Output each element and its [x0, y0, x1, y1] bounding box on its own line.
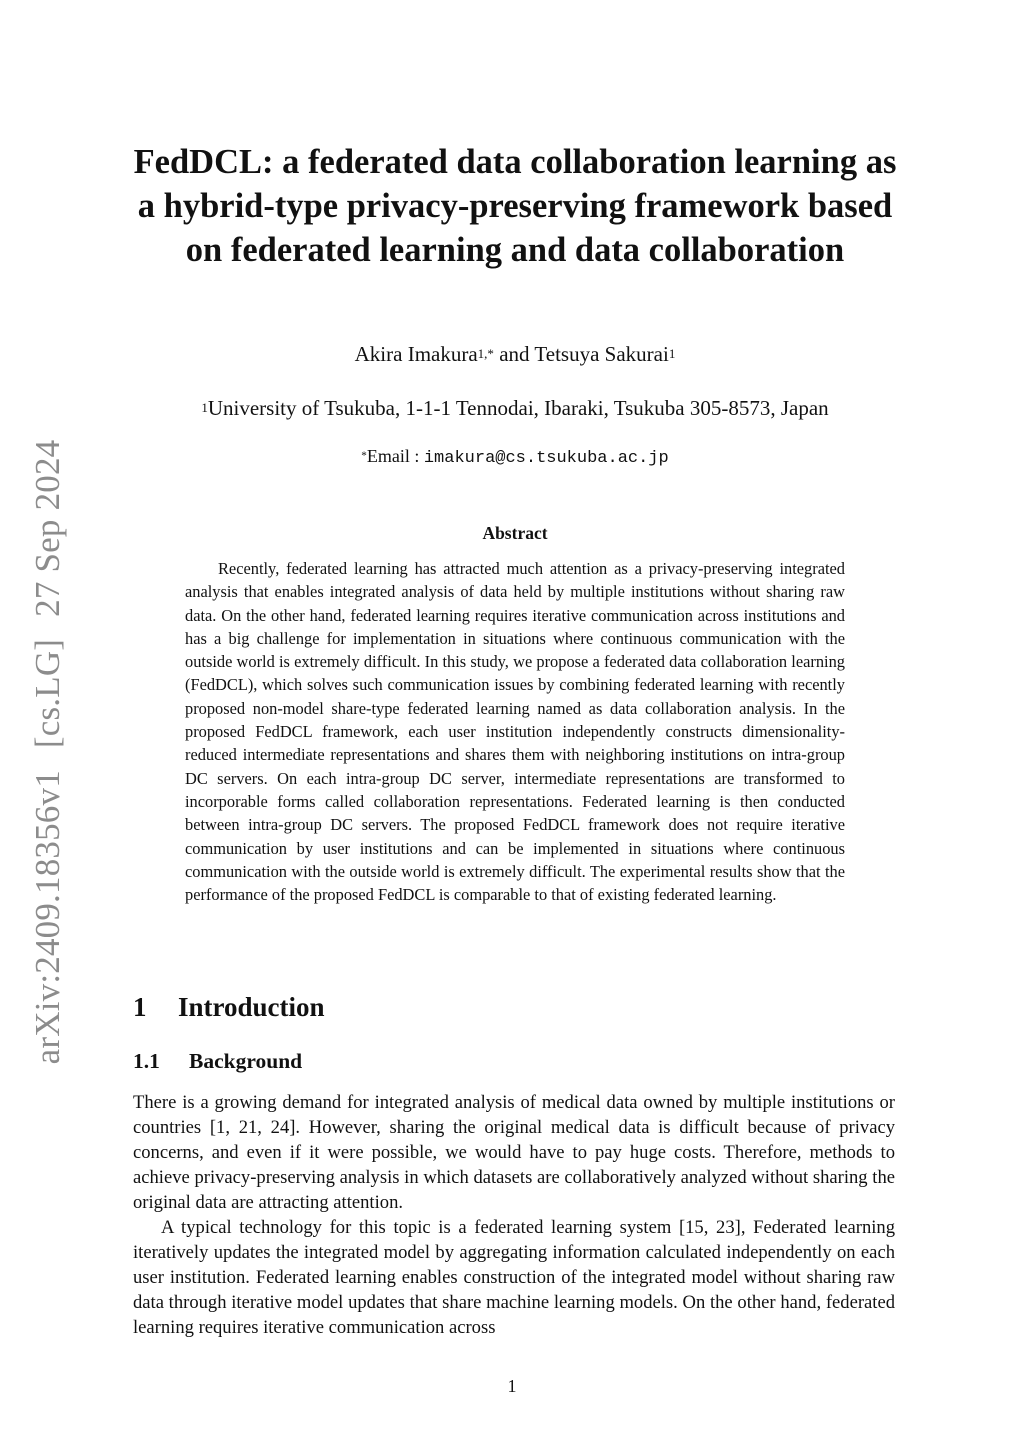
- author-2-name: Tetsuya Sakurai: [534, 342, 669, 366]
- abstract-text: Recently, federated learning has attracted much attention as a privacy-preserving integrated analysis that enables integrated analysis of data held by multiple institutions without sharing raw data. On the other hand, federated learning requires iterative communication across institutions and has a big challenge for implementation in situations where continuous communication with the outside world is extremely difficult. In this study, we propose a federated data collaboration learning (FedDCL), which solves such communication issues by combining federated learning with recently proposed non-model share-type federated learning named as data collaboration analysis. In the proposed FedDCL framework, each user institution independently constructs dimensionality-reduced intermediate representations and shares them with neighboring institutions on intra-group DC servers. On each intra-group DC server, intermediate representations are transformed to incorporable forms called collaboration representations. Federated learning is then conducted between intra-group DC servers. The proposed FedDCL framework does not require iterative communication by user institutions and can be implemented in situations where continuous communication with the outside world is extremely difficult. The experimental results show that the performance of the proposed FedDCL is comparable to that of existing federated learning.: [185, 559, 845, 905]
- section-title: Introduction: [178, 992, 325, 1022]
- email-mark: *: [361, 450, 367, 463]
- page-number: 1: [507, 1376, 517, 1396]
- body-paragraph-2: A typical technology for this topic is a federated learning system [15, 23], Federated learning iteratively updates the integrated model by aggregating information calculated independently on each user institution. Federated learning enables construction of the integrated model without sharing raw data through iterative model updates that share machine learning models. On the other hand, federated learning requires iterative communication across: [133, 1217, 895, 1338]
- author-1-name: Akira Imakura: [354, 342, 478, 366]
- author-2-affiliation-mark: 1: [668, 345, 676, 361]
- arxiv-identifier-stamp: [28, 440, 68, 1065]
- body-paragraph-1: There is a growing demand for integrated analysis of medical data owned by multiple institutions or countries [1, 21, 24]. However, sharing the original medical data is difficult because of privacy concerns, and even if it were possible, we would have to pay huge costs. Therefore, methods to achieve privacy-preserving analysis in which datasets are collaboratively analyzed without sharing the original data are attracting attention.: [133, 1092, 895, 1213]
- author-line: [130, 340, 900, 368]
- subsection-number: 1.1: [133, 1049, 160, 1073]
- section-number: 1: [133, 992, 147, 1022]
- paper-title: FedDCL: a federated data collaboration learning as a hybrid-type privacy-preserving framework based on federated learning and data collaboration: [133, 143, 897, 269]
- body-text: [133, 1090, 895, 1340]
- email-address-link[interactable]: imakura@cs.tsukuba.ac.jp: [423, 449, 669, 468]
- email-line: [130, 444, 900, 471]
- subsection-heading: [133, 1047, 302, 1075]
- affiliation-mark: 1: [201, 399, 208, 415]
- arxiv-date: 27 Sep 2024: [28, 439, 67, 617]
- email-label: Email :: [366, 446, 420, 466]
- affiliation-line: [100, 394, 930, 422]
- abstract-heading: Abstract: [482, 523, 548, 543]
- author-conjunction: and: [499, 342, 530, 366]
- arxiv-id: arXiv:2409.18356v1: [28, 770, 67, 1065]
- author-1-affiliation-mark: 1,*: [477, 345, 494, 361]
- subsection-title: Background: [189, 1049, 303, 1073]
- arxiv-category: [cs.LG]: [28, 638, 67, 749]
- affiliation-text: University of Tsukuba, 1-1-1 Tennodai, Ibaraki, Tsukuba 305-8573, Japan: [207, 396, 829, 420]
- section-heading: [133, 990, 325, 1024]
